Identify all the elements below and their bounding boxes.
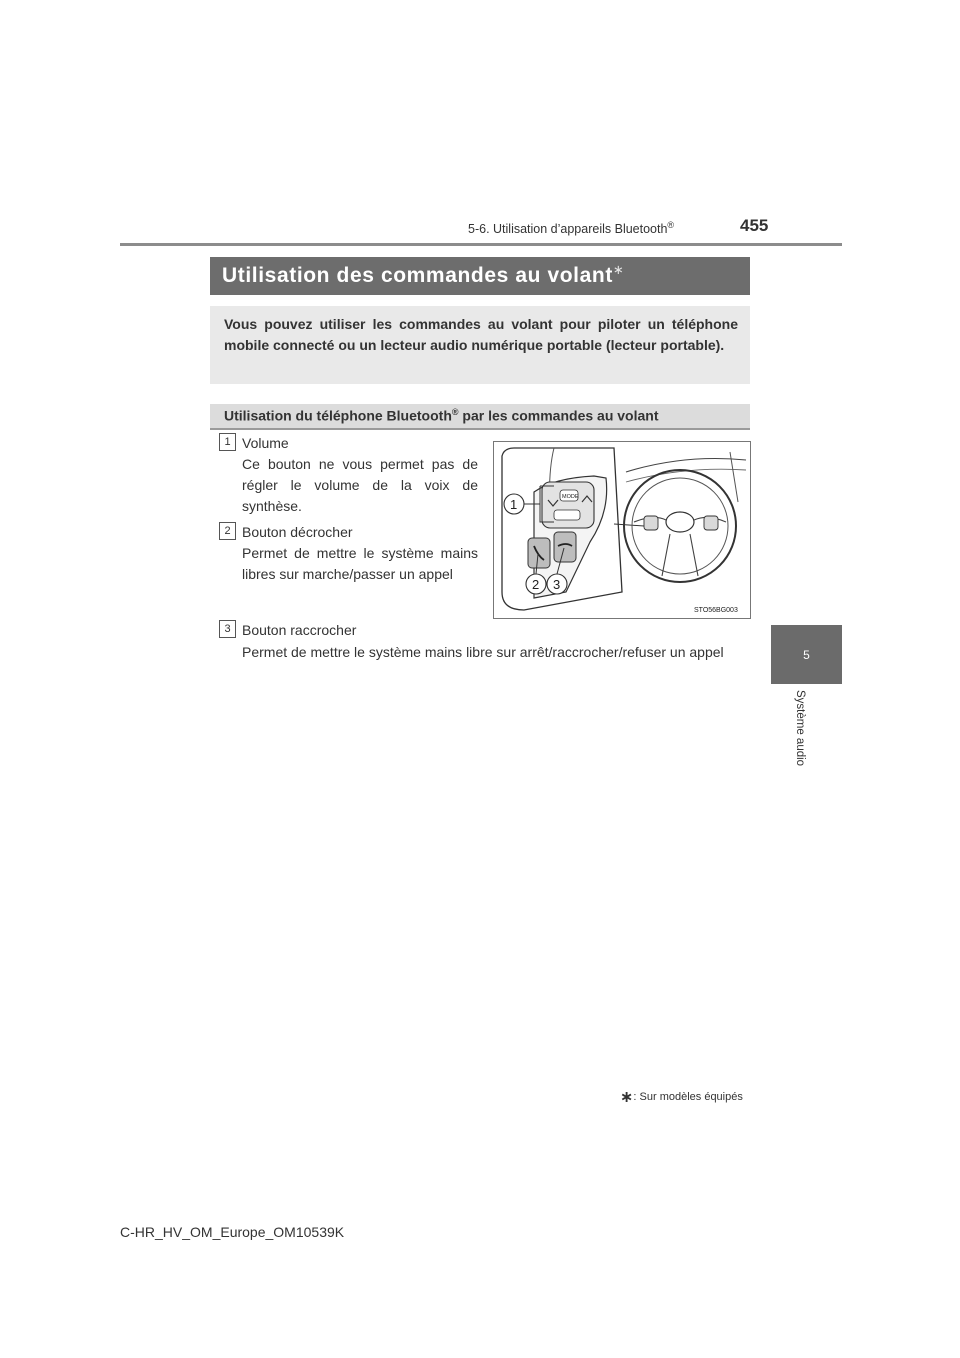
chapter-label: Système audio	[794, 690, 806, 767]
item-number-badge: 3	[219, 620, 236, 638]
footnote-text: : Sur modèles équipés	[633, 1091, 743, 1103]
footnote	[620, 1087, 743, 1107]
section-header	[468, 220, 674, 236]
subheading-sup: ®	[451, 407, 459, 417]
callout-label: 2	[532, 577, 540, 592]
intro-text: Vous pouvez utiliser les commandes au volant pour piloter un téléphone mobile connecté ou un lecteur audio numérique portable (lecteur portable).	[224, 316, 738, 353]
item-description: Permet de mettre le système mains libres sur marche/passer un appel	[242, 545, 478, 582]
item-number-badge: 2	[219, 522, 236, 540]
section-header-text: 5-6. Utilisation d’appareils Bluetooth	[468, 222, 668, 237]
figure-code: STO56BG003	[694, 607, 738, 614]
callout-label: 1	[510, 497, 518, 512]
header-rule	[120, 243, 842, 246]
footnote-mark: ∗	[620, 1089, 634, 1106]
mode-label: MODE	[562, 494, 579, 500]
steering-wheel-illustration	[493, 441, 751, 619]
registered-mark: ®	[667, 220, 675, 230]
subheading-rule	[210, 428, 750, 430]
subheading-after: par les commandes au volant	[458, 407, 659, 424]
steering-wheel-drawing	[494, 442, 750, 618]
asterisk-mark: ∗	[612, 262, 625, 277]
item-title: Volume	[242, 435, 289, 451]
page-number: 455	[740, 216, 769, 235]
page-title-text: Utilisation des commandes au volant	[222, 264, 613, 287]
document-id: C-HR_HV_OM_Europe_OM10539K	[120, 1224, 345, 1240]
callout-label: 3	[553, 577, 561, 592]
chapter-tab: 5	[771, 625, 842, 684]
page-title	[222, 262, 624, 288]
item-title: Bouton décrocher	[242, 524, 353, 540]
item-description: Permet de mettre le système mains libre sur arrêt/raccrocher/refuser un appel	[242, 644, 724, 660]
subheading-before: Utilisation du téléphone Bluetooth	[224, 407, 452, 424]
item-title: Bouton raccrocher	[242, 622, 357, 638]
subheading	[224, 407, 659, 424]
item-number-badge: 1	[219, 433, 236, 451]
item-description: Ce bouton ne vous permet pas de régler le volume de la voix de synthèse.	[242, 456, 478, 514]
